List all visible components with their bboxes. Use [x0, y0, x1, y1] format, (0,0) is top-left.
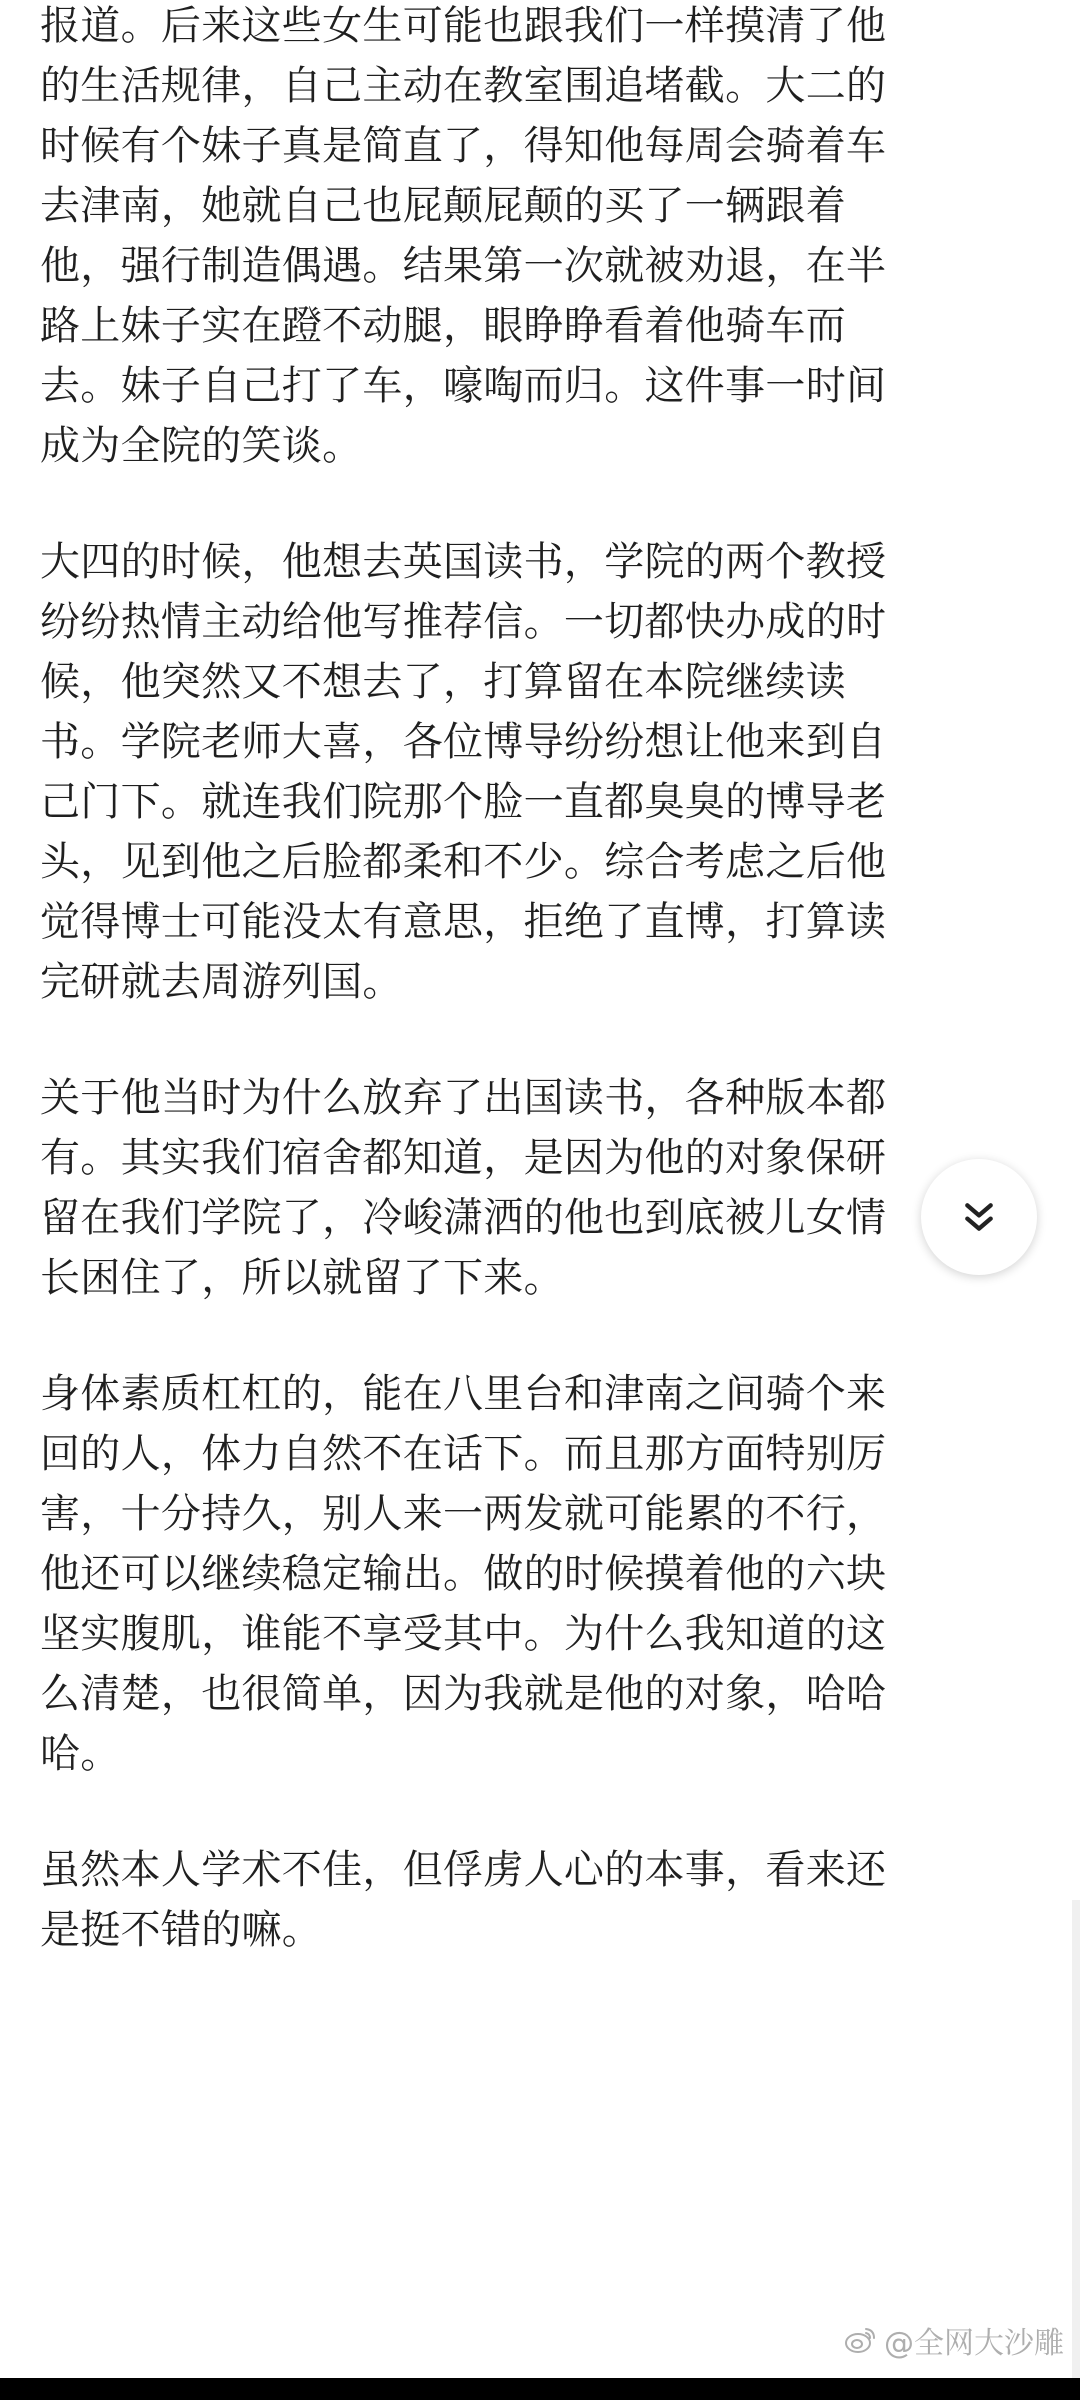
text-line: 害，十分持久，别人来一两发就可能累的不行， — [40, 1491, 887, 1537]
text-line: 纷纷热情主动给他写推荐信。一切都快办成的时 — [40, 599, 887, 645]
paragraph-3 — [40, 1068, 1040, 1308]
text-line: 留在我们学院了，冷峻潇洒的他也到底被儿女情 — [40, 1195, 887, 1241]
scrollbar-track — [1072, 1900, 1080, 2400]
text-line: 去津南，她就自己也屁颠屁颠的买了一辆跟着 — [40, 183, 846, 229]
paragraph-1 — [40, 0, 1040, 476]
text-line: 成为全院的笑谈。 — [40, 423, 363, 469]
text-line: 时候有个妹子真是简直了，得知他每周会骑着车 — [40, 123, 887, 169]
text-line: 去。妹子自己打了车，嚎啕而归。这件事一时间 — [40, 363, 887, 409]
watermark — [844, 2318, 1064, 2362]
text-line: 他，强行制造偶遇。结果第一次就被劝退，在半 — [40, 243, 887, 289]
text-line: 路上妹子实在蹬不动腿，眼睁睁看着他骑车而 — [40, 303, 846, 349]
text-line: 坚实腹肌，谁能不享受其中。为什么我知道的这 — [40, 1611, 887, 1657]
paragraph-gap — [40, 1308, 1040, 1364]
paragraph-gap — [40, 1012, 1040, 1068]
text-line: 长困住了，所以就留了下来。 — [40, 1255, 564, 1301]
text-line: 觉得博士可能没太有意思，拒绝了直博，打算读 — [40, 899, 887, 945]
text-line: 他还可以继续稳定输出。做的时候摸着他的六块 — [40, 1551, 887, 1597]
text-line: 有。其实我们宿舍都知道，是因为他的对象保研 — [40, 1135, 887, 1181]
bottom-edge — [0, 2378, 1080, 2400]
text-line: 头，见到他之后脸都柔和不少。综合考虑之后他 — [40, 839, 887, 885]
text-line: 候，他突然又不想去了，打算留在本院继续读 — [40, 659, 846, 705]
paragraph-4 — [40, 1364, 1040, 1784]
scroll-down-button[interactable] — [921, 1159, 1037, 1275]
weibo-icon — [844, 2325, 878, 2355]
double-chevron-down-icon — [959, 1197, 999, 1237]
text-line: 报道。后来这些女生可能也跟我们一样摸清了他 — [40, 3, 887, 49]
paragraph-2 — [40, 532, 1040, 1012]
paragraph-gap — [40, 1784, 1040, 1840]
article-body — [40, 0, 1040, 1960]
text-line: 回的人，体力自然不在话下。而且那方面特别厉 — [40, 1431, 887, 1477]
text-line: 虽然本人学术不佳，但俘虏人心的本事，看来还 — [40, 1847, 887, 1893]
text-line: 是挺不错的嘛。 — [40, 1907, 323, 1953]
text-line: 大四的时候，他想去英国读书，学院的两个教授 — [40, 539, 887, 585]
text-line: 书。学院老师大喜，各位博导纷纷想让他来到自 — [40, 719, 887, 765]
paragraph-5 — [40, 1840, 1040, 1960]
text-line: 身体素质杠杠的，能在八里台和津南之间骑个来 — [40, 1371, 887, 1417]
text-line: 完研就去周游列国。 — [40, 959, 403, 1005]
text-line: 的生活规律，自己主动在教室围追堵截。大二的 — [40, 63, 887, 109]
text-line: 么清楚，也很简单，因为我就是他的对象，哈哈 — [40, 1671, 887, 1717]
watermark-text: @全网大沙雕 — [884, 2326, 1064, 2361]
text-line: 关于他当时为什么放弃了出国读书，各种版本都 — [40, 1075, 887, 1121]
text-line: 己门下。就连我们院那个脸一直都臭臭的博导老 — [40, 779, 887, 825]
text-line: 哈。 — [40, 1731, 121, 1777]
paragraph-gap — [40, 476, 1040, 532]
